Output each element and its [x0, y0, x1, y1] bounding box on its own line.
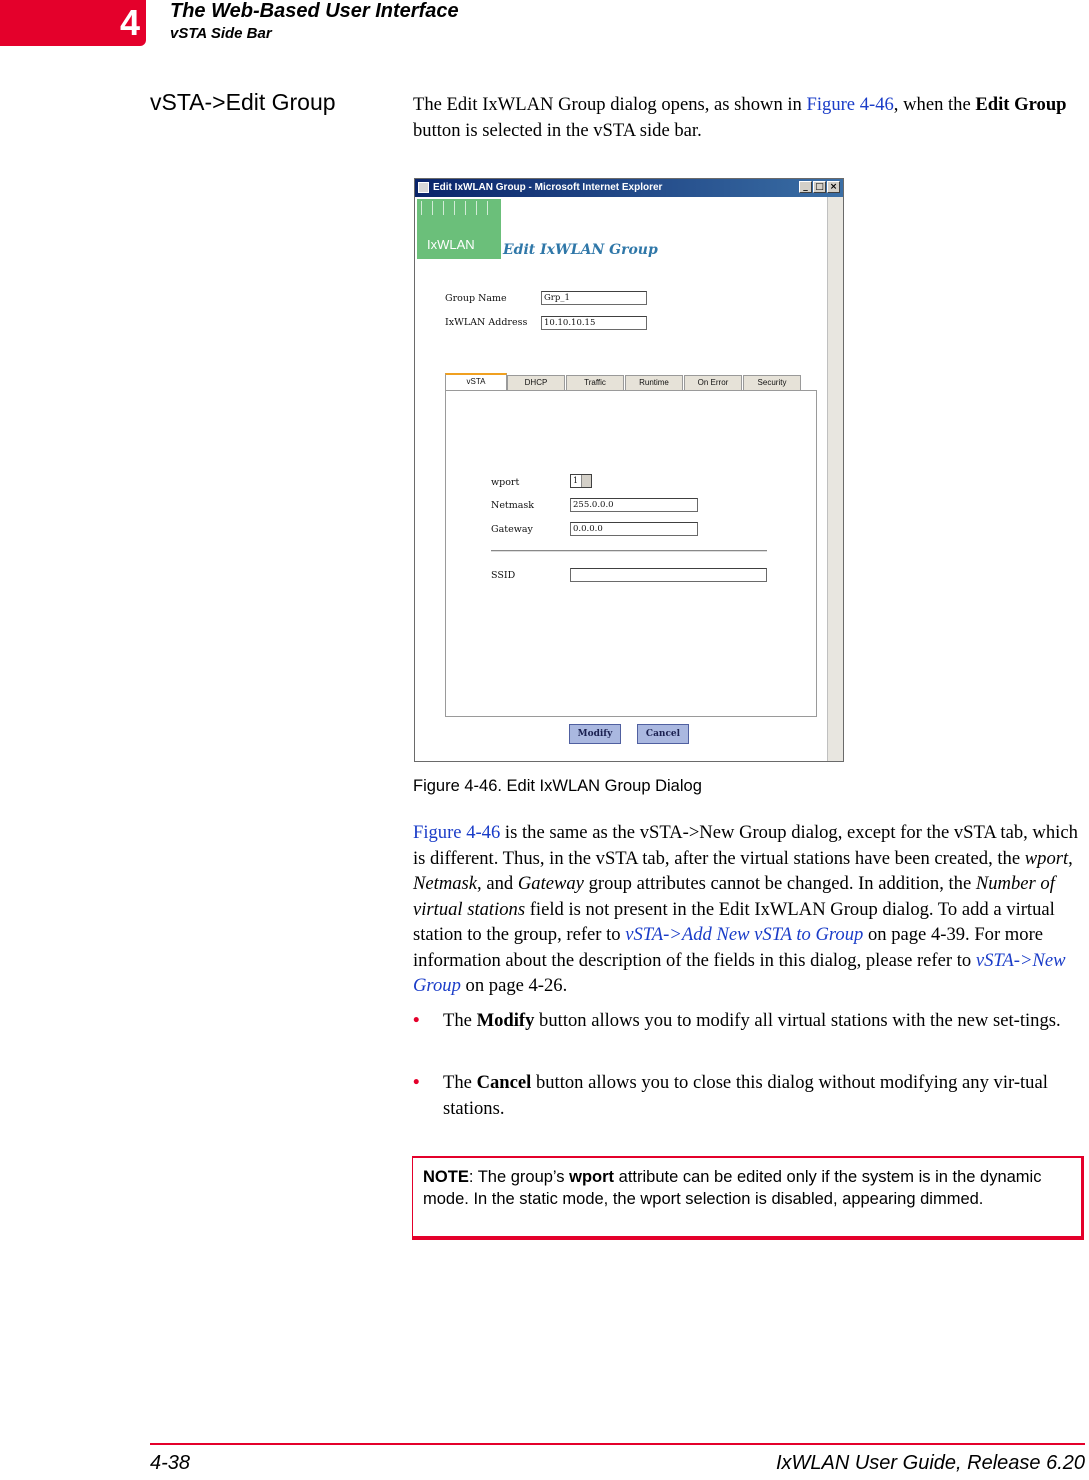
- ixwlan-address-input[interactable]: 10.10.10.15: [541, 316, 647, 330]
- ssid-label: SSID: [491, 570, 516, 581]
- dialog-title: Edit IxWLAN Group: [503, 242, 658, 258]
- bullet-icon: •: [413, 1010, 420, 1031]
- running-header-title: The Web-Based User Interface: [170, 0, 459, 22]
- tab-dhcp[interactable]: DHCP: [507, 375, 565, 390]
- ie-icon: [418, 182, 429, 193]
- new-group-link[interactable]: vSTA->New Group: [413, 949, 1066, 996]
- tab-traffic[interactable]: Traffic: [566, 375, 624, 390]
- bullet-icon: •: [413, 1072, 420, 1093]
- minimize-icon[interactable]: _: [799, 181, 812, 193]
- maximize-icon[interactable]: □: [813, 181, 826, 193]
- wport-label: wport: [491, 477, 520, 488]
- group-name-label: Group Name: [445, 293, 507, 304]
- footer-rule: [150, 1443, 1085, 1445]
- page-number: 4-38: [150, 1452, 191, 1474]
- figure-link[interactable]: Figure 4-46: [413, 822, 501, 843]
- tab-runtime[interactable]: Runtime: [625, 375, 683, 390]
- chevron-down-icon: [581, 475, 591, 487]
- chapter-number: 4: [119, 2, 140, 43]
- body-paragraph: Figure 4-46 is the same as the vSTA->New Group dialog, except for the vSTA tab, which is different. Thus, in the vSTA tab, after the virtual stations have been created, the wport, Netmask, and Gateway group attributes cannot be changed. In addition, the Number of virtual stations field is not present in the Edit IxWLAN Group dialog. To add a virtual station to the group, refer to vSTA->Add New vSTA to Group on page 4-39. For more information about the description of the fields in this dialog, please refer to vSTA->New Group on page 4-26.: [413, 822, 1078, 996]
- intro-paragraph: The Edit IxWLAN Group dialog opens, as shown in Figure 4-46, when the Edit Group button is selected in the vSTA side bar.: [413, 94, 1067, 141]
- group-name-input[interactable]: Grp_1: [541, 291, 647, 305]
- document-title: IxWLAN User Guide, Release 6.20: [775, 1452, 1085, 1474]
- logo-ticks: [421, 201, 497, 215]
- wport-select[interactable]: 1: [570, 474, 592, 488]
- window-titlebar: [415, 179, 843, 197]
- scrollbar[interactable]: [827, 197, 843, 761]
- gateway-input[interactable]: 0.0.0.0: [570, 522, 698, 536]
- vsta-tab-panel: [445, 390, 817, 717]
- tab-on-error[interactable]: On Error: [684, 375, 742, 390]
- add-vsta-link[interactable]: vSTA->Add New vSTA to Group: [625, 924, 864, 945]
- figure-link[interactable]: Figure 4-46: [806, 94, 894, 115]
- modify-button[interactable]: Modify: [569, 724, 621, 744]
- section-title: vSTA->Edit Group: [150, 89, 336, 115]
- tab-vsta[interactable]: vSTA: [445, 373, 507, 390]
- window-title: Edit IxWLAN Group - Microsoft Internet Explorer: [433, 182, 663, 193]
- running-header-subtitle: vSTA Side Bar: [170, 25, 272, 42]
- note-box: NOTE: The group’s wport attribute can be edited only if the system is in the dynamic mode. In the static mode, the wport selection is disabled, appearing dimmed.: [412, 1156, 1084, 1240]
- figure-caption: Figure 4-46. Edit IxWLAN Group Dialog: [413, 777, 702, 795]
- figure-screenshot: [414, 178, 844, 762]
- gateway-label: Gateway: [491, 524, 533, 535]
- close-icon[interactable]: ×: [827, 181, 840, 193]
- netmask-input[interactable]: 255.0.0.0: [570, 498, 698, 512]
- cancel-button[interactable]: Cancel: [637, 724, 689, 744]
- ixwlan-address-label: IxWLAN Address: [445, 317, 528, 328]
- ixwlan-logo: IxWLAN: [417, 199, 501, 259]
- netmask-label: Netmask: [491, 500, 535, 511]
- divider: [491, 550, 767, 552]
- ssid-input[interactable]: [570, 568, 767, 582]
- tab-security[interactable]: Security: [743, 375, 801, 390]
